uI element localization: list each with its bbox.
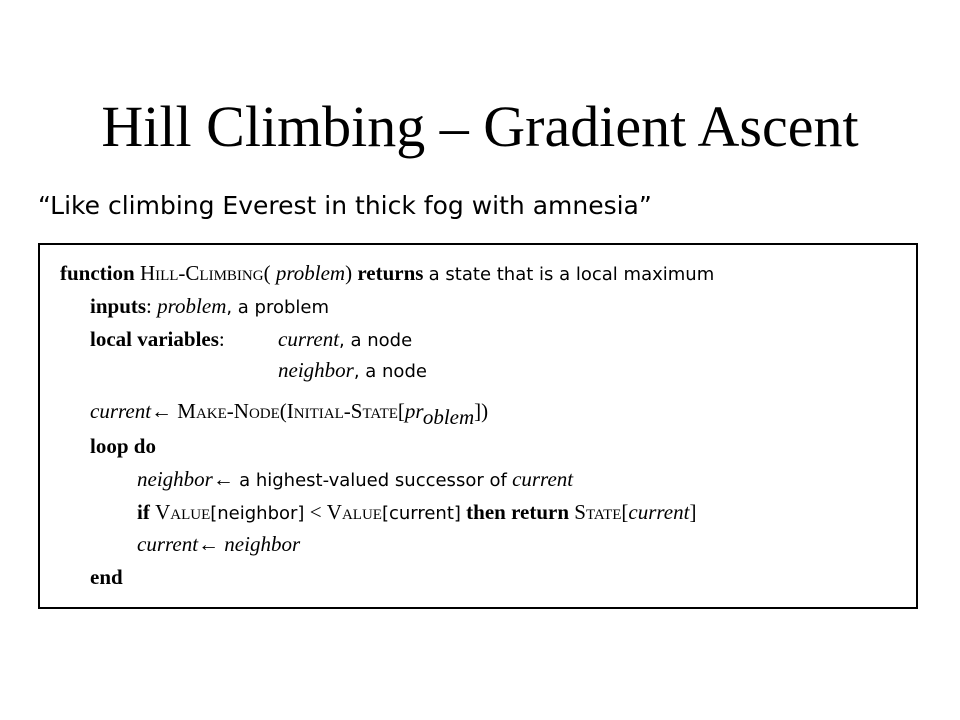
function-name: Hill-Climbing <box>139 261 264 285</box>
paren-open: ( <box>279 399 287 423</box>
algo-line-inputs <box>90 292 329 322</box>
returns-description: a state that is a local maximum <box>428 264 715 285</box>
algo-line-local-variables <box>90 325 225 353</box>
open-paren: ( <box>263 261 271 285</box>
algo-line-current-assign <box>137 530 300 558</box>
inputs-description: , a problem <box>226 297 330 318</box>
keyword-returns: returns <box>357 261 424 285</box>
keyword-loop-do: loop do <box>90 434 156 458</box>
less-than-operator: < <box>309 500 322 524</box>
assign-arrow: ← <box>212 467 234 491</box>
algo-line-function <box>60 259 714 289</box>
fn-value: Value <box>326 500 382 524</box>
keyword-end: end <box>90 565 123 589</box>
arg-current: [current] <box>381 503 461 524</box>
var-neighbor: neighbor <box>137 467 213 491</box>
algo-line-loop <box>90 432 156 460</box>
algorithm-box <box>38 243 918 609</box>
arg-pr: pr <box>404 399 423 423</box>
algo-line-if <box>137 498 696 528</box>
algo-line-init <box>90 397 489 429</box>
neighbor-description: , a node <box>353 361 427 382</box>
var-current: current <box>278 327 340 351</box>
keyword-function: function <box>60 261 135 285</box>
assign-arrow: ← <box>198 532 220 556</box>
var-current: current <box>90 399 152 423</box>
arg-oblem: oblem <box>422 405 475 429</box>
param-problem: problem <box>275 261 346 285</box>
current-description: , a node <box>339 330 413 351</box>
fn-initial-state: Initial-State <box>286 399 398 423</box>
bracket-close: ] <box>689 500 697 524</box>
algo-line-end <box>90 563 123 591</box>
var-neighbor: neighbor <box>278 358 354 382</box>
keyword-local-variables: local variables <box>90 327 219 351</box>
bracket-open: [ <box>621 500 629 524</box>
close-paren: ) <box>345 261 353 285</box>
slide-title: Hill Climbing – Gradient Ascent <box>101 94 859 159</box>
locals-colon: : <box>218 327 225 351</box>
algo-line-neighbor-assign <box>137 465 573 495</box>
arg-neighbor: [neighbor] <box>210 503 305 524</box>
var-current: current <box>137 532 199 556</box>
assign-arrow: ← <box>151 399 173 423</box>
inputs-colon: : <box>146 294 152 318</box>
successor-description: a highest-valued successor of <box>239 470 507 491</box>
slide-quote: “Like climbing Everest in thick fog with amnesia” <box>38 191 652 220</box>
keyword-inputs: inputs <box>90 294 147 318</box>
var-current: current <box>628 500 690 524</box>
bracket-open: [ <box>397 399 405 423</box>
close-brackets: ]) <box>474 399 489 423</box>
fn-make-node: Make-Node <box>177 399 280 423</box>
var-problem: problem <box>157 294 227 318</box>
fn-value: Value <box>155 500 211 524</box>
keyword-if: if <box>137 500 150 524</box>
algo-line-neighbor-decl <box>278 356 427 386</box>
keyword-then-return: then return <box>466 500 570 524</box>
fn-state: State <box>574 500 622 524</box>
algo-line-current-decl <box>278 325 412 355</box>
var-current: current <box>512 467 574 491</box>
var-neighbor: neighbor <box>224 532 301 556</box>
